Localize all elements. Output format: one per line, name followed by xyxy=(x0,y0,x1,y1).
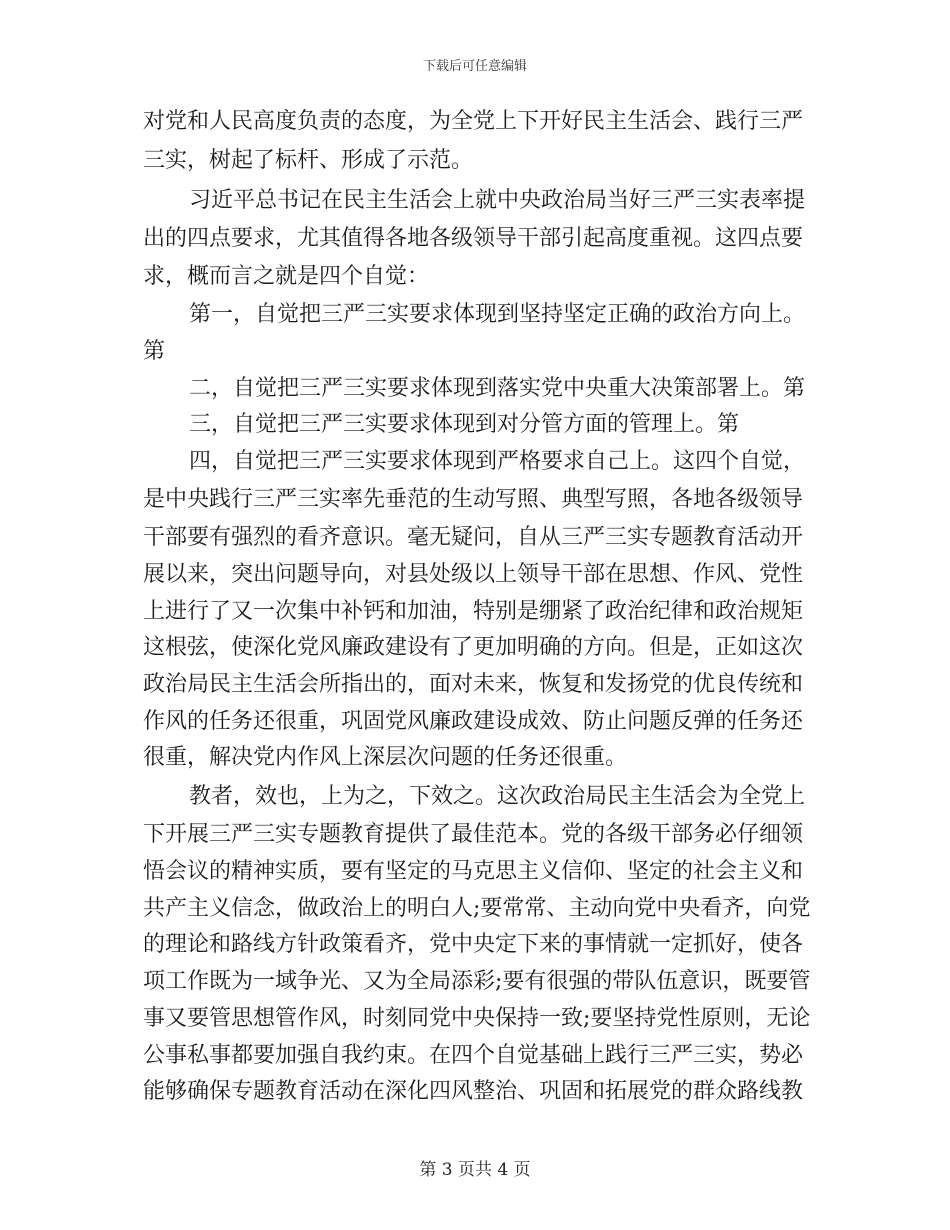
text-line: 三，自觉把三严三实要求体现到对分管方面的管理上。第 xyxy=(189,412,740,437)
text-line: 下开展三严三实专题教育提供了最佳范本。党的各级干部务必仔细领 xyxy=(143,822,804,847)
text-line: 这根弦，使深化党风廉政建设有了更加明确的方向。但是，正如这次 xyxy=(143,635,804,660)
text-line: 事又要管思想管作风，时刻同党中央保持一致;要坚持党性原则，无论 xyxy=(143,1006,811,1031)
text-line: 共产主义信念，做政治上的明白人;要常常、主动向党中央看齐，向党 xyxy=(143,896,811,921)
text-line: 三实，树起了标杆、形成了示范。 xyxy=(143,148,474,173)
text-line: 出的四点要求，尤其值得各地各级领导干部引起高度重视。这四点要 xyxy=(143,226,804,251)
text-line: 干部要有强烈的看齐意识。毫无疑问，自从三严三实专题教育活动开 xyxy=(143,525,804,550)
text-line: 第一，自觉把三严三实要求体现到坚持坚定正确的政治方向上。 xyxy=(189,302,806,327)
page-header: 下载后可任意编辑 xyxy=(422,59,527,74)
text-line: 是中央践行三严三实率先垂范的生动写照、典型写照，各地各级领导 xyxy=(143,487,804,512)
text-line: 政治局民主生活会所指出的，面对未来，恢复和发扬党的优良传统和 xyxy=(143,672,804,697)
text-line: 上进行了又一次集中补钙和加油，特别是绷紧了政治纪律和政治规矩 xyxy=(143,599,804,624)
text-line: 悟会议的精神实质，要有坚定的马克思主义信仰、坚定的社会主义和 xyxy=(143,859,804,884)
text-line: 二，自觉把三严三实要求体现到落实党中央重大决策部署上。第 xyxy=(189,376,806,401)
text-line: 能够确保专题教育活动在深化四风整治、巩固和拓展党的群众路线教 xyxy=(143,1079,804,1104)
page-footer: 第 3 页共 4 页 xyxy=(419,1160,531,1180)
text-line: 第 xyxy=(143,339,166,364)
text-line: 习近平总书记在民主生活会上就中央政治局当好三严三实表率提 xyxy=(189,188,806,213)
text-line: 的理论和路线方针政策看齐，党中央定下来的事情就一定抓好，使各 xyxy=(143,932,804,957)
text-line: 对党和人民高度负责的态度，为全党上下开好民主生活会、践行三严 xyxy=(143,109,804,134)
text-line: 项工作既为一域争光、又为全局添彩;要有很强的带队伍意识，既要管 xyxy=(143,969,811,994)
text-line: 求，概而言之就是四个自觉： xyxy=(143,264,430,289)
text-line: 教者，效也，上为之，下效之。这次政治局民主生活会为全党上 xyxy=(189,784,806,809)
text-line: 公事私事都要加强自我约束。在四个自觉基础上践行三严三实，势必 xyxy=(143,1043,804,1068)
text-line: 展以来，突出问题导向，对县处级以上领导干部在思想、作风、党性 xyxy=(143,562,804,587)
text-line: 作风的任务还很重，巩固党风廉政建设成效、防止问题反弹的任务还 xyxy=(143,709,804,734)
text-line: 四，自觉把三严三实要求体现到严格要求自己上。这四个自觉， xyxy=(189,449,806,474)
text-line: 很重，解决党内作风上深层次问题的任务还很重。 xyxy=(143,745,628,770)
